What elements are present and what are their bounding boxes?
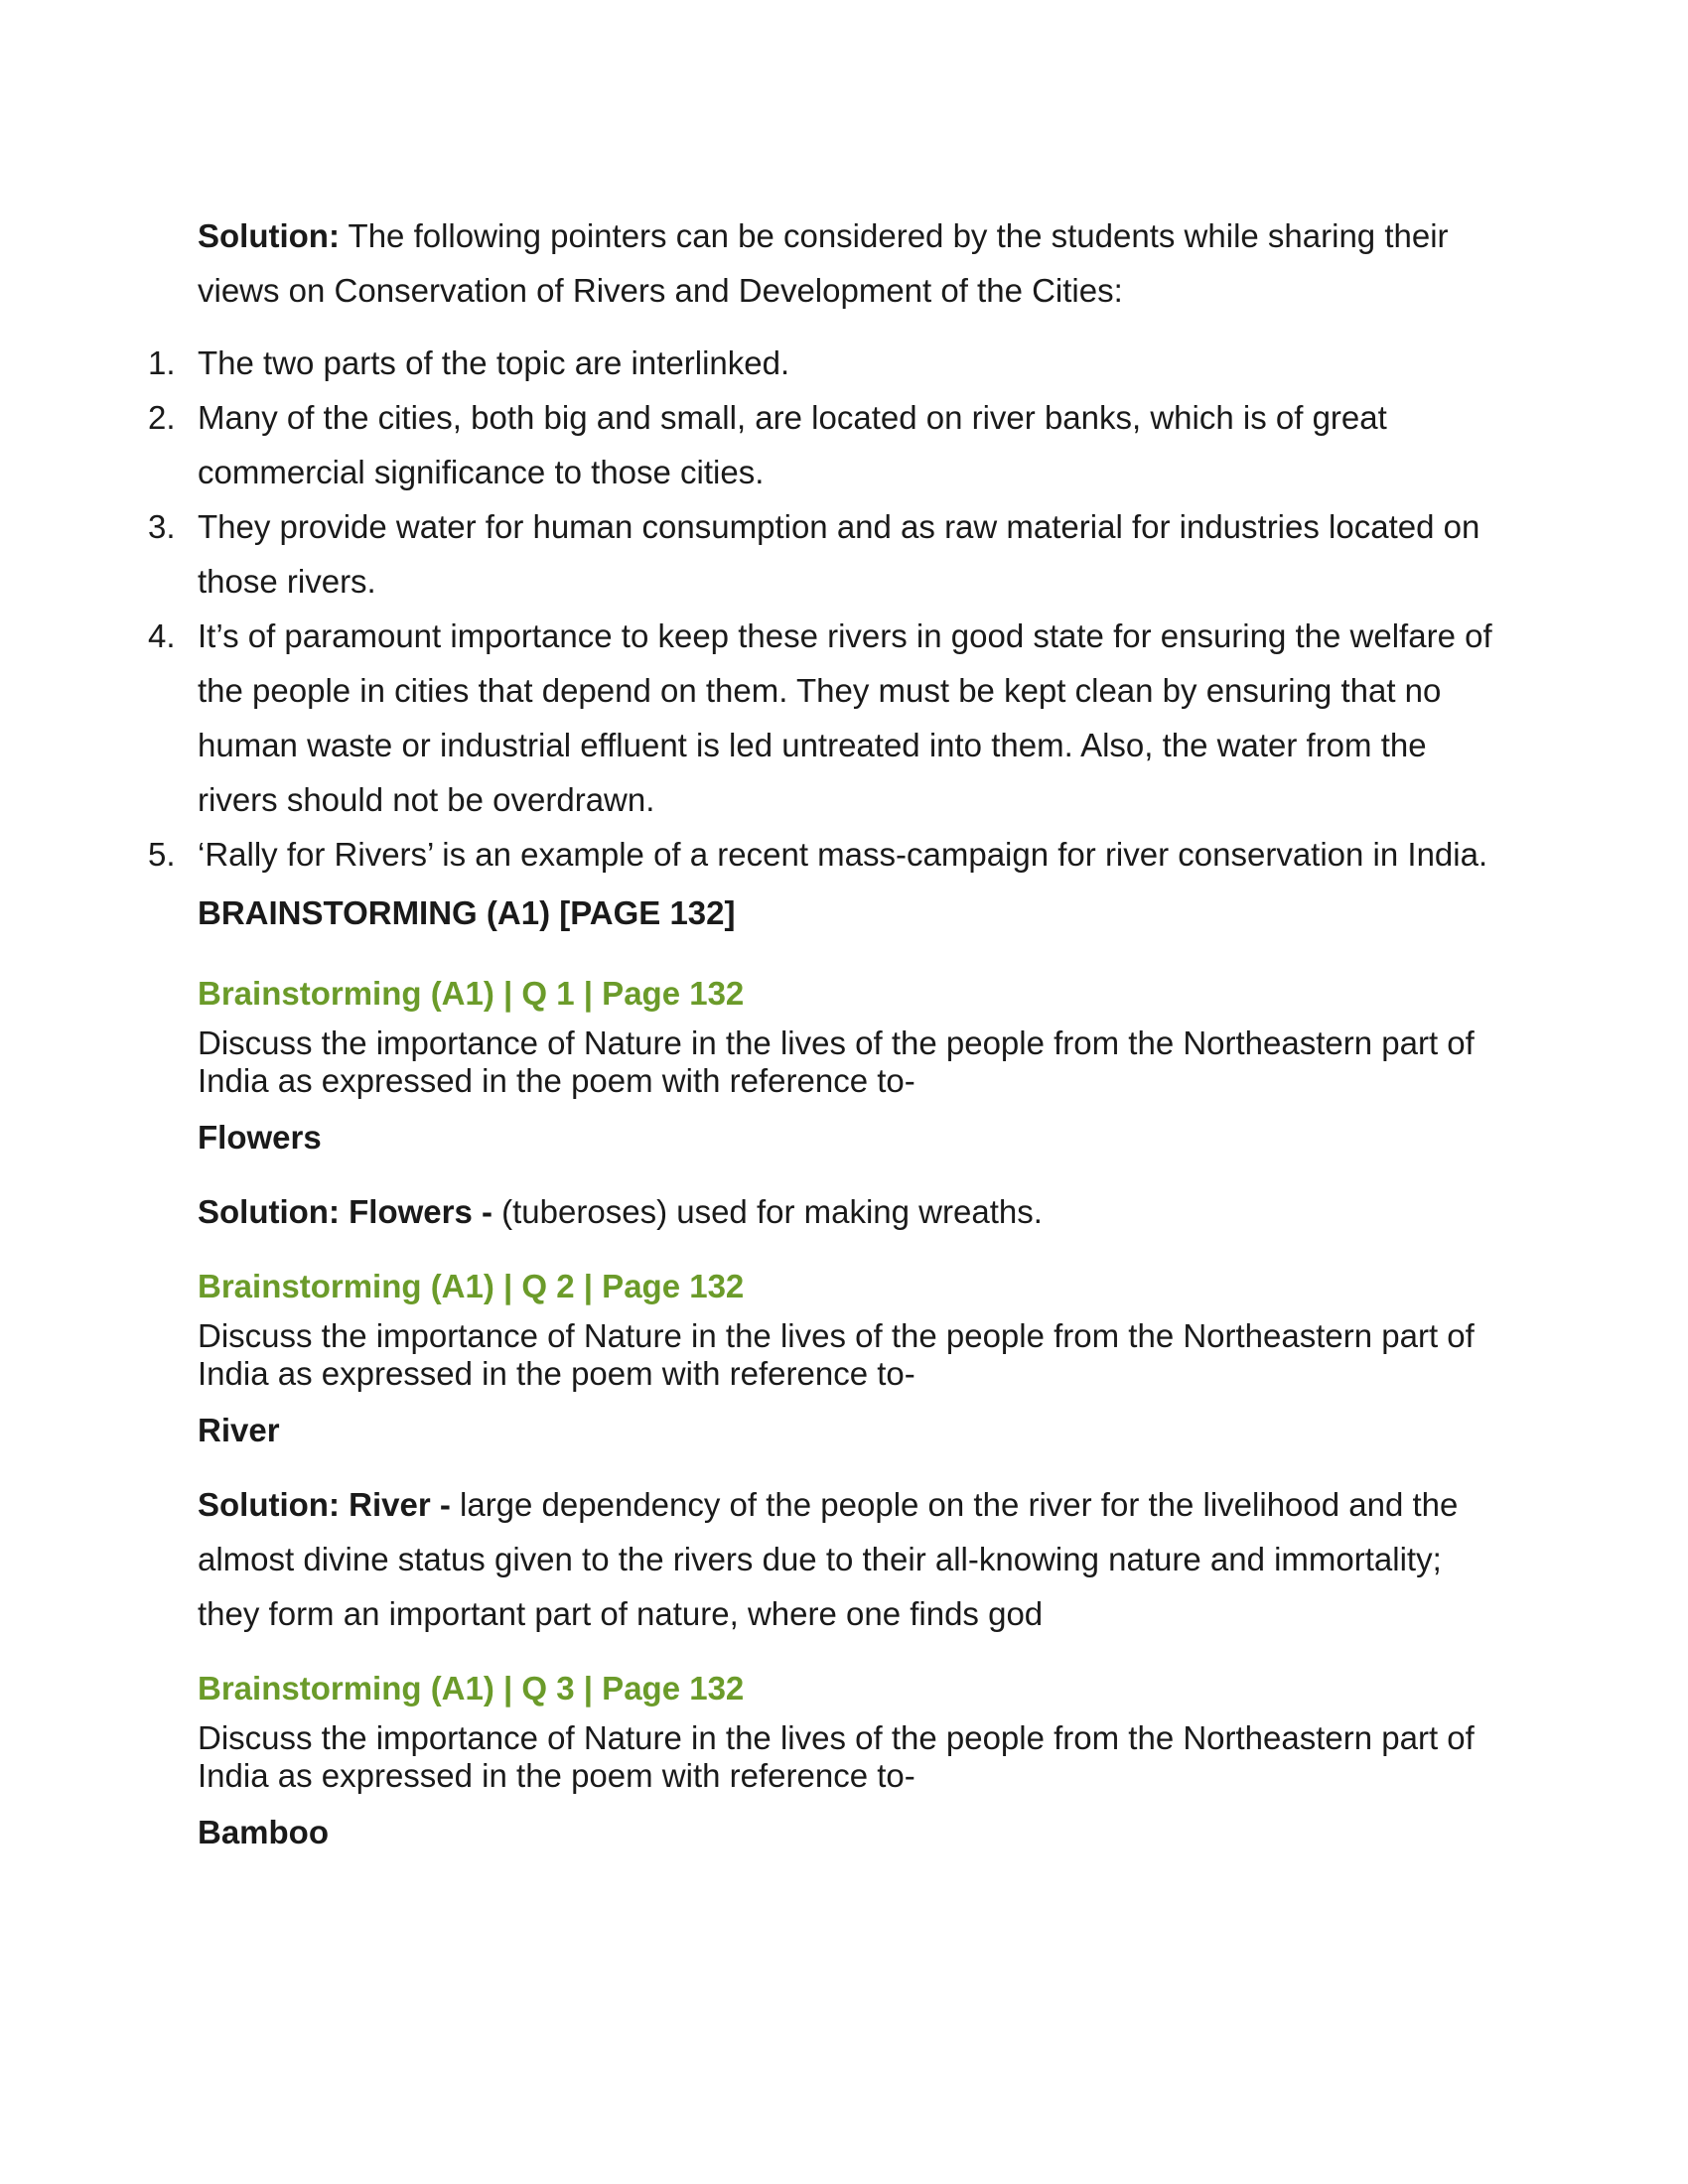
question-heading: Brainstorming (A1) | Q 3 | Page 132 xyxy=(198,1670,745,1706)
list-text: Many of the cities, both big and small, are located on river banks, which is of great commercial significance to those cities. xyxy=(198,399,1387,490)
solution-label: Solution: Flowers - xyxy=(198,1193,492,1230)
pointer-list xyxy=(148,336,1498,882)
solution-label: Solution: xyxy=(198,217,340,254)
list-number: 1. xyxy=(148,344,176,381)
list-number: 2. xyxy=(148,399,176,436)
solution-label: Solution: River - xyxy=(198,1486,451,1523)
list-text: The two parts of the topic are interlinked. xyxy=(198,344,790,381)
list-number: 4. xyxy=(148,617,176,654)
intro-text: The following pointers can be considered by the students while sharing their views on Conservation of Rivers and Development of the Cities: xyxy=(198,217,1449,309)
list-text: They provide water for human consumption and as raw material for industries located on those rivers. xyxy=(198,508,1480,600)
section-heading: BRAINSTORMING (A1) [PAGE 132] xyxy=(198,894,736,931)
question-prompt: Discuss the importance of Nature in the lives of the people from the Northeastern part of India as expressed in the poem with reference to- xyxy=(198,1719,1475,1794)
list-item xyxy=(148,390,1498,499)
solution-paragraph xyxy=(198,1477,1498,1641)
question-prompt: Discuss the importance of Nature in the lives of the people from the Northeastern part of India as expressed in the poem with reference to- xyxy=(198,1024,1475,1099)
question-prompt: Discuss the importance of Nature in the lives of the people from the Northeastern part of India as expressed in the poem with reference to- xyxy=(198,1317,1475,1392)
intro-paragraph xyxy=(198,208,1498,318)
list-number: 3. xyxy=(148,508,176,545)
question-topic: Flowers xyxy=(198,1119,322,1156)
list-item xyxy=(148,609,1498,827)
solution-text: (tuberoses) used for making wreaths. xyxy=(492,1193,1043,1230)
question-topic: River xyxy=(198,1412,280,1448)
list-number: 5. xyxy=(148,836,176,873)
list-item xyxy=(148,827,1498,882)
list-item xyxy=(148,499,1498,609)
page-content xyxy=(148,208,1498,1859)
solution-paragraph xyxy=(198,1184,1498,1239)
question-topic: Bamboo xyxy=(198,1814,329,1850)
solution-text: large dependency of the people on the river for the livelihood and the almost divine status given to the rivers due to their all-knowing nature and immortality; they form an important part of nature, where one finds god xyxy=(198,1486,1459,1632)
question-heading: Brainstorming (A1) | Q 1 | Page 132 xyxy=(198,975,745,1012)
list-item xyxy=(148,336,1498,390)
question-heading: Brainstorming (A1) | Q 2 | Page 132 xyxy=(198,1268,745,1304)
list-text: ‘Rally for Rivers’ is an example of a recent mass-campaign for river conservation in India. xyxy=(198,836,1488,873)
list-text: It’s of paramount importance to keep these rivers in good state for ensuring the welfare of the people in cities that depend on them. They must be kept clean by ensuring that no human waste or industrial effluent is led untreated into them. Also, the water from the rivers should not be overdrawn. xyxy=(198,617,1492,818)
